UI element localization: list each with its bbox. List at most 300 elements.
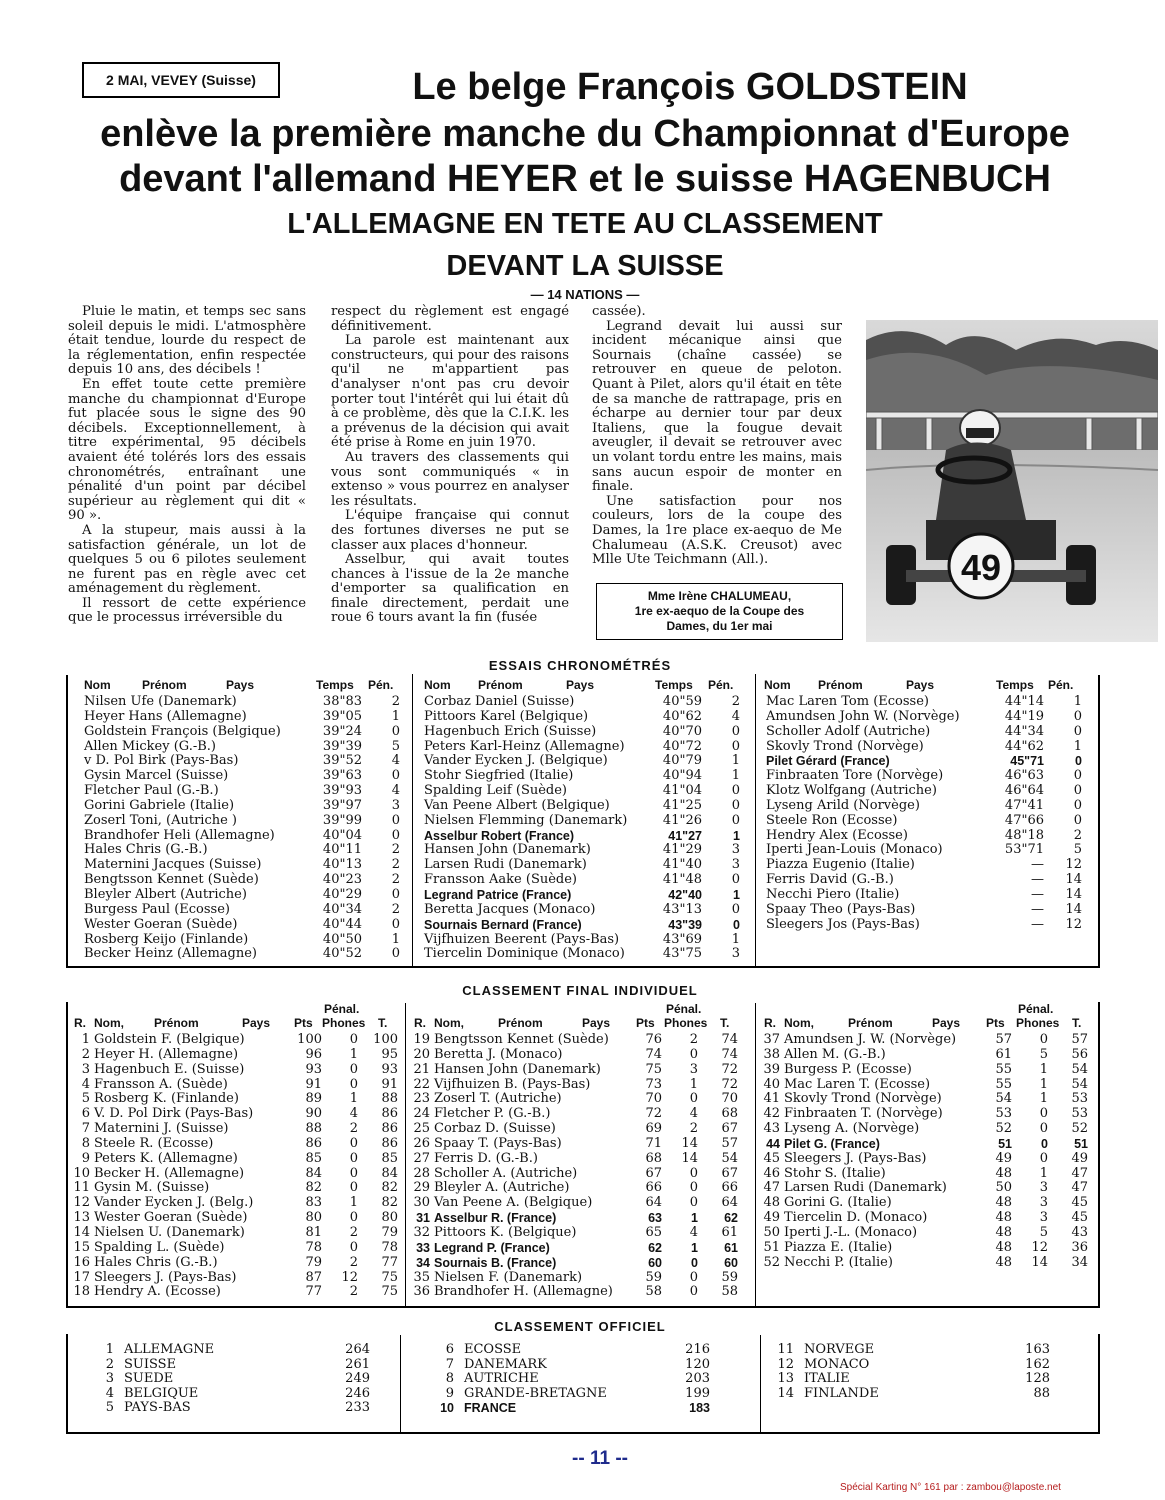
table-cell: 0 [689, 1195, 698, 1211]
table-cell: 1 [1039, 1091, 1048, 1107]
table-cell: 54 [1071, 1061, 1088, 1077]
table-cell: 66 [645, 1180, 662, 1196]
table-cell: FRANCE [464, 1401, 517, 1416]
final-header [412, 1016, 742, 1033]
table-cell: 2 [391, 694, 400, 709]
table-cell: 11 [777, 1342, 794, 1357]
table-cell: 95 [381, 1046, 398, 1062]
table-cell: Asselbur R. (France) [434, 1211, 557, 1226]
essais-title: ESSAIS CHRONOMÉTRÉS [488, 658, 672, 673]
essais-list-3 [762, 695, 1087, 933]
table-row [72, 1285, 397, 1300]
table-row [762, 1167, 1092, 1182]
table-cell: 4 [731, 708, 740, 724]
table-row [412, 1122, 742, 1137]
table-cell: 36 [413, 1284, 430, 1300]
hdr-nom: Nom [764, 678, 791, 692]
table-cell: 3 [1039, 1210, 1048, 1226]
table-cell: Mac Laren T. (Ecosse) [784, 1076, 931, 1092]
table-cell: 3 [105, 1371, 114, 1387]
table-cell: 47 [763, 1180, 780, 1196]
table-row [412, 1078, 742, 1093]
table-cell: Pilet Gérard (France) [766, 754, 890, 769]
table-cell: 41"40 [662, 857, 702, 873]
table-cell: 5 [1039, 1046, 1048, 1062]
table-row [762, 740, 1087, 755]
table-cell: 78 [305, 1239, 322, 1255]
table-cell: Goldstein François (Belgique) [84, 723, 281, 739]
table-cell: 0 [349, 1061, 358, 1077]
table-cell: 100 [373, 1032, 398, 1047]
table-cell: 52 [763, 1254, 780, 1270]
table-cell: Nielsen Flemming (Danemark) [424, 812, 628, 828]
dateline-box [82, 62, 280, 98]
table-cell: 12 [777, 1356, 794, 1372]
table-cell: 48 [995, 1239, 1012, 1255]
table-cell: 0 [391, 886, 400, 902]
table-cell: 3 [81, 1061, 90, 1077]
table-cell: Hales Chris (G.-B.) [84, 842, 208, 858]
table-row [420, 740, 745, 755]
table-cell: 3 [1039, 1180, 1048, 1196]
table-row [72, 1063, 397, 1078]
table-cell: 54 [721, 1150, 738, 1166]
table-cell: 27 [413, 1150, 430, 1166]
table-cell: 40"94 [662, 768, 702, 784]
table-cell: 15 [73, 1239, 90, 1255]
hdr-t: T. [720, 1016, 730, 1030]
table-row [80, 769, 405, 784]
article-paragraph: Il ressort de cette expérience que le processus irréversible du [68, 595, 306, 626]
article-paragraph: Legrand devait lui aussi sur incident mécanique ainsi que Sournais (chaîne cassée) se retrouver en queue de peloton. Quant à Pilet, alors qu'il était en tête de sa manche de rattrapage, pris en écharpe au dernier tour par deux Italiens, que la fougue devait aveugler, il devait se retrouver avec un volant tordu entre les mains, mais sans aucun espoir de monter en finale. [592, 318, 842, 495]
table-cell: 73 [645, 1076, 662, 1092]
table-cell: 46"64 [1004, 783, 1044, 799]
hdr-prenom: Prénom [154, 1016, 199, 1030]
table-cell: 0 [349, 1135, 358, 1151]
table-cell: 14 [1065, 901, 1082, 917]
table-cell: V. D. Pol Dirk (Pays-Bas) [94, 1106, 254, 1122]
table-cell: 40 [763, 1076, 780, 1092]
table-row [80, 695, 405, 710]
table-cell: Hansen John (Danemark) [434, 1061, 601, 1077]
table-row [420, 903, 745, 918]
table-cell: 51 [763, 1239, 780, 1255]
table-cell: 75 [381, 1284, 398, 1300]
table-cell: 32 [413, 1224, 430, 1240]
table-cell: 5 [105, 1400, 114, 1416]
table-cell: 0 [391, 827, 400, 843]
kart-number: 49 [960, 547, 1002, 588]
table-cell: Piazza Eugenio (Italie) [766, 857, 915, 873]
table-cell: 54 [995, 1091, 1012, 1107]
table-cell: 68 [645, 1150, 662, 1166]
table-cell: 2 [731, 694, 740, 709]
table-cell: 39"97 [322, 797, 362, 813]
table-cell: 2 [391, 872, 400, 888]
table-cell: 162 [1025, 1356, 1050, 1372]
table-row [72, 1033, 397, 1048]
table-cell: Stohr Siegfried (Italie) [424, 768, 574, 784]
table-cell: 0 [1073, 783, 1082, 799]
table-cell: 4 [391, 753, 400, 769]
table-cell: 0 [1041, 1136, 1048, 1151]
table-cell: 76 [645, 1032, 662, 1047]
table-row [420, 769, 745, 784]
table-cell: Allen M. (G.-B.) [784, 1046, 886, 1062]
table-cell: 36 [1071, 1239, 1088, 1255]
table-cell: 44"62 [1004, 738, 1044, 754]
table-cell: 14 [1065, 886, 1082, 902]
final-header [72, 1016, 397, 1033]
table-cell: 47"41 [1004, 797, 1044, 813]
table-cell: 74 [645, 1046, 662, 1062]
essais-header [420, 678, 745, 695]
table-row [420, 933, 745, 948]
table-cell: 46"63 [1004, 768, 1044, 784]
hdr-pays: Pays [582, 1016, 611, 1030]
table-cell: 0 [731, 797, 740, 813]
table-cell: 14 [681, 1150, 698, 1166]
table-cell: Asselbur Robert (France) [424, 828, 575, 843]
hdr-pts: Pts [294, 1016, 313, 1030]
table-cell: 88 [305, 1121, 322, 1137]
table-cell: Fransson Aake (Suède) [424, 872, 578, 888]
table-cell: 3 [689, 1061, 698, 1077]
caption-line: Dames, du 1er mai [666, 619, 773, 633]
table-cell: 44"14 [1004, 694, 1044, 709]
dateline: 2 MAI, VEVEY (Suisse) [106, 72, 256, 88]
table-cell: 7 [81, 1121, 90, 1137]
table-cell: 100 [297, 1032, 322, 1047]
table-cell: 49 [1071, 1150, 1088, 1166]
table-cell: 0 [1039, 1150, 1048, 1166]
hdr-penal: Pénal. [666, 1002, 702, 1016]
table-cell: 82 [305, 1180, 322, 1196]
table-cell: 5 [1073, 842, 1082, 858]
table-cell: 67 [645, 1165, 662, 1181]
table-cell: 23 [413, 1091, 430, 1107]
table-cell: 41"27 [668, 828, 702, 843]
table-cell: 0 [1073, 797, 1082, 813]
article-paragraph: Asselbur, qui avait toutes chances à l'issue de la 2e manche d'emporter sa qualification en finale directement, perdait une roue 6 tours avant la fin (fusée [331, 552, 569, 626]
table-cell: Beretta Jacques (Monaco) [424, 901, 596, 917]
table-cell: 3 [731, 842, 740, 858]
table-cell: 0 [391, 723, 400, 739]
table-cell: 1 [733, 828, 740, 843]
table-cell: 2 [689, 1032, 698, 1047]
table-cell: 50 [995, 1180, 1012, 1196]
table-cell: 7 [445, 1356, 454, 1372]
table-cell: 6 [81, 1106, 90, 1122]
table-cell: 84 [381, 1165, 398, 1181]
final-list-1 [72, 1033, 397, 1300]
table-cell: Vander Eycken J. (Belgique) [424, 753, 608, 769]
table-cell: 1 [1039, 1165, 1048, 1181]
hdr-t: T. [378, 1016, 388, 1030]
ranking-row [430, 1358, 720, 1373]
table-row [80, 740, 405, 755]
table-cell: Iperti J.-L. (Monaco) [784, 1224, 918, 1240]
table-cell: 0 [689, 1165, 698, 1181]
table-cell: 39"93 [322, 783, 362, 799]
table-cell: Legrand Patrice (France) [424, 887, 572, 902]
table-cell: Sournais Bernard (France) [424, 917, 582, 932]
table-cell: 77 [381, 1254, 398, 1270]
table-cell: 1 [1073, 738, 1082, 754]
table-cell: Piazza E. (Italie) [784, 1239, 893, 1255]
table-cell: Hagenbuch E. (Suisse) [94, 1061, 245, 1077]
table-cell: Hansen John (Danemark) [424, 842, 591, 858]
table-cell: 0 [731, 872, 740, 888]
table-cell: Van Peene A. (Belgique) [434, 1195, 593, 1211]
table-cell: 40"04 [322, 827, 362, 843]
table-cell: 249 [345, 1371, 370, 1387]
table-cell: 53 [1071, 1106, 1088, 1122]
table-cell: — [1031, 872, 1044, 888]
subhead-line-1: L'ALLEMAGNE EN TETE AU CLASSEMENT [287, 208, 883, 240]
table-cell: 120 [685, 1356, 710, 1372]
table-cell: 66 [721, 1180, 738, 1196]
table-cell: 14 [73, 1224, 90, 1240]
table-cell: MONACO [804, 1356, 870, 1372]
table-cell: 86 [381, 1135, 398, 1151]
table-row [762, 888, 1087, 903]
table-cell: 43 [763, 1121, 780, 1137]
table-row [762, 1063, 1092, 1078]
table-cell: 33 [416, 1240, 430, 1255]
table-row [80, 725, 405, 740]
table-cell: 55 [995, 1061, 1012, 1077]
table-cell: 39"05 [322, 708, 362, 724]
table-cell: 4 [689, 1106, 698, 1122]
table-row [762, 1181, 1092, 1196]
table-cell: Lyseng Arild (Norvège) [766, 797, 920, 813]
headline-line-2: enlève la première manche du Championnat d'Europe [100, 113, 1070, 155]
table-cell: 45 [763, 1150, 780, 1166]
table-row [80, 933, 405, 948]
table-cell: 0 [349, 1032, 358, 1047]
table-cell: 19 [413, 1032, 430, 1047]
essais-column-2 [420, 678, 745, 962]
table-cell: 74 [721, 1046, 738, 1062]
ranking-row [430, 1343, 720, 1358]
table-cell: Mac Laren Tom (Ecosse) [766, 694, 929, 709]
table-cell: 39"39 [322, 738, 362, 754]
table-cell: 41"26 [662, 812, 702, 828]
table-cell: 43"39 [668, 917, 702, 932]
table-cell: 128 [1025, 1371, 1050, 1387]
table-cell: 40"11 [322, 842, 362, 858]
table-cell: Fransson A. (Suède) [94, 1076, 228, 1092]
table-cell: 1 [349, 1091, 358, 1107]
table-cell: 12 [341, 1269, 358, 1285]
table-cell: Zoserl Toni, (Autriche ) [84, 812, 237, 828]
table-cell: Sournais B. (France) [434, 1255, 557, 1270]
table-cell: 40"13 [322, 857, 362, 873]
table-cell: Sleegers J. (Pays-Bas) [94, 1269, 237, 1285]
table-row [762, 814, 1087, 829]
table-cell: 75 [381, 1269, 398, 1285]
table-row [762, 695, 1087, 710]
table-cell: 48 [763, 1195, 780, 1211]
table-cell: Burgess P. (Ecosse) [784, 1061, 912, 1077]
table-cell: Goldstein F. (Belgique) [94, 1032, 245, 1047]
officiel-list-2 [430, 1343, 720, 1416]
essais-list-1 [80, 695, 405, 962]
table-cell: Spaay T. (Pays-Bas) [434, 1135, 562, 1151]
table-cell: 47 [1071, 1165, 1088, 1181]
table-cell: 28 [413, 1165, 430, 1181]
table-cell: 1 [691, 1240, 698, 1255]
table-cell: 53 [995, 1106, 1012, 1122]
table-row [72, 1256, 397, 1271]
table-cell: Beretta J. (Monaco) [434, 1046, 563, 1062]
table-cell: 0 [1039, 1121, 1048, 1137]
table-cell: 54 [1071, 1076, 1088, 1092]
table-cell: Heyer Hans (Allemagne) [84, 708, 247, 724]
table-row [412, 1256, 742, 1271]
hdr-pays: Pays [566, 678, 595, 692]
table-cell: 88 [1033, 1385, 1050, 1401]
table-cell: 0 [731, 901, 740, 917]
table-cell: 37 [763, 1032, 780, 1047]
table-row [412, 1196, 742, 1211]
table-cell: 1 [691, 1211, 698, 1226]
table-cell: Nielsen F. (Danemark) [434, 1269, 583, 1285]
table-cell: 2 [81, 1046, 90, 1062]
table-row [762, 1196, 1092, 1211]
table-row [420, 873, 745, 888]
table-row [420, 947, 745, 962]
table-cell: Gysin Marcel (Suisse) [84, 768, 229, 784]
table-cell: 1 [105, 1342, 114, 1357]
caption-line: 1re ex-aequo de la Coupe des [634, 604, 805, 618]
table-cell: 45"71 [1010, 754, 1044, 769]
table-cell: 14 [681, 1135, 698, 1151]
table-row [420, 799, 745, 814]
table-cell: 40"34 [322, 901, 362, 917]
table-cell: 52 [995, 1121, 1012, 1137]
essais-column-1 [80, 678, 405, 962]
table-cell: 80 [381, 1210, 398, 1226]
final-header-top [412, 1002, 742, 1016]
table-row [72, 1107, 397, 1122]
table-cell: 48"18 [1004, 827, 1044, 843]
table-cell: 4 [105, 1385, 114, 1401]
kart-driver-photo [866, 320, 1158, 642]
table-cell: 91 [381, 1076, 398, 1092]
table-cell: 75 [645, 1061, 662, 1077]
table-cell: 71 [645, 1135, 662, 1151]
table-cell: 80 [305, 1210, 322, 1226]
table-cell: 183 [689, 1401, 710, 1416]
table-row [420, 814, 745, 829]
table-cell: 233 [345, 1400, 370, 1416]
table-row [72, 1078, 397, 1093]
table-cell: 44"19 [1004, 708, 1044, 724]
table-cell: Spalding Leif (Suède) [424, 783, 567, 799]
table-cell: 1 [731, 768, 740, 784]
table-cell: 1 [349, 1195, 358, 1211]
final-list-2 [412, 1033, 742, 1300]
table-row [80, 903, 405, 918]
table-cell: 216 [685, 1342, 710, 1357]
article-paragraph: A la stupeur, mais aussi à la satisfaction générale, un lot de quelques 5 ou 6 pilotes seulement ne furent pas en règle avec cet aménagement du règlement. [68, 522, 306, 597]
hdr-pays: Pays [932, 1016, 961, 1030]
table-cell: 93 [381, 1061, 398, 1077]
table-cell: Wester Goeran (Suède) [94, 1210, 248, 1226]
table-cell: Wester Goeran (Suède) [84, 916, 238, 932]
table-row [412, 1137, 742, 1152]
table-cell: 0 [1073, 708, 1082, 724]
ranking-row [770, 1358, 1060, 1373]
table-cell: Vijfhuizen B. (Pays-Bas) [434, 1076, 591, 1092]
table-cell: 42"40 [668, 887, 702, 902]
table-cell: 0 [689, 1269, 698, 1285]
table-row [80, 829, 405, 844]
article-paragraph: respect du règlement est engagé définitivement. [331, 304, 569, 334]
table-cell: 44"34 [1004, 723, 1044, 739]
article-column-2 [331, 305, 569, 626]
table-cell: 163 [1025, 1342, 1050, 1357]
table-cell: 264 [345, 1342, 370, 1357]
table-row [420, 725, 745, 740]
table-cell: Larsen Rudi (Danemark) [424, 857, 587, 873]
table-cell: 2 [391, 901, 400, 917]
table-cell: Skovly Trond (Norvège) [784, 1091, 942, 1107]
table-cell: 79 [305, 1254, 322, 1270]
table-cell: Hendry Alex (Ecosse) [766, 827, 908, 843]
table-cell: 39"99 [322, 812, 362, 828]
table-cell: 58 [721, 1284, 738, 1300]
table-cell: 87 [305, 1269, 322, 1285]
hdr-prenom: Prénom [478, 678, 523, 692]
table-cell: 0 [731, 738, 740, 754]
table-cell: 0 [1075, 754, 1082, 769]
table-cell: Nielsen U. (Danemark) [94, 1224, 245, 1240]
article-column-1 [68, 305, 306, 626]
table-cell: Nilsen Ufe (Danemark) [84, 694, 237, 709]
table-cell: 85 [305, 1150, 322, 1166]
table-row [420, 858, 745, 873]
table-cell: 47"66 [1004, 812, 1044, 828]
table-cell: 14 [777, 1385, 794, 1401]
table-cell: 0 [349, 1150, 358, 1166]
table-cell: 261 [345, 1356, 370, 1372]
table-cell: 60 [724, 1255, 738, 1270]
table-cell: 55 [995, 1076, 1012, 1092]
table-row [762, 1122, 1092, 1137]
table-cell: Gorini G. (Italie) [784, 1195, 892, 1211]
table-cell: 84 [305, 1165, 322, 1181]
hdr-nom: Nom, [784, 1016, 814, 1030]
table-cell: 2 [391, 857, 400, 873]
table-cell: 5 [1039, 1224, 1048, 1240]
table-row [420, 710, 745, 725]
table-row [412, 1063, 742, 1078]
table-cell: Legrand P. (France) [434, 1240, 550, 1255]
table-cell: 0 [391, 946, 400, 962]
table-cell: 8 [445, 1371, 454, 1387]
table-row [762, 725, 1087, 740]
table-cell: 52 [1071, 1121, 1088, 1137]
table-cell: 0 [731, 812, 740, 828]
ranking-row [90, 1401, 380, 1416]
table-cell: 21 [413, 1061, 430, 1077]
table-row [762, 1137, 1092, 1152]
table-row [72, 1152, 397, 1167]
table-cell: 59 [721, 1269, 738, 1285]
